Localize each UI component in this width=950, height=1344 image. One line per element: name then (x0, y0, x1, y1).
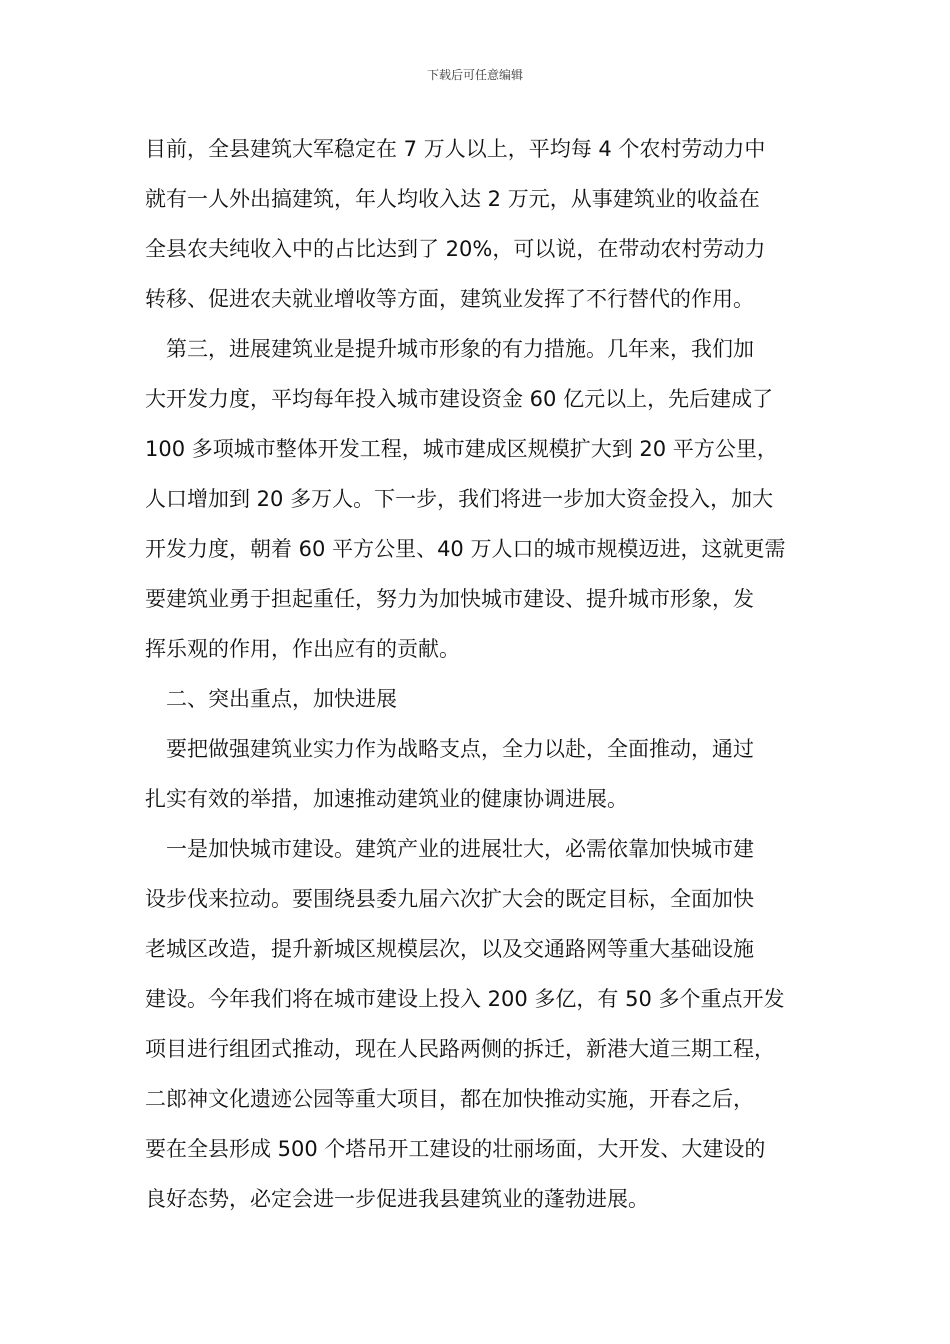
text-line: 大开发力度，平均每年投入城市建设资金 60 亿元以上，先后建成了 (145, 387, 774, 411)
text-line: 建设。今年我们将在城市建设上投入 200 多亿，有 50 多个重点开发 (145, 987, 785, 1011)
text-line: 第三，进展建筑业是提升城市形象的有力措施。几年来，我们加 (145, 337, 754, 361)
text-line: 要建筑业勇于担起重任，努力为加快城市建设、提升城市形象，发 (145, 587, 754, 611)
section-heading: 二、突出重点，加快进展 (145, 687, 397, 711)
text-line: 目前，全县建筑大军稳定在 7 万人以上，平均每 4 个农村劳动力中 (145, 137, 766, 161)
text-line: 二郎神文化遗迹公园等重大项目，都在加快推动实施，开春之后， (145, 1087, 754, 1111)
text-line: 人口增加到 20 多万人。下一步，我们将进一步加大资金投入，加大 (145, 487, 774, 511)
text-line: 100 多项城市整体开发工程，城市建成区规模扩大到 20 平方公里， (145, 437, 778, 461)
text-line: 挥乐观的作用，作出应有的贡献。 (145, 637, 460, 661)
text-line: 就有一人外出搞建筑，年人均收入达 2 万元，从事建筑业的收益在 (145, 187, 760, 211)
text-line: 转移、促进农夫就业增收等方面，建筑业发挥了不行替代的作用。 (145, 287, 754, 311)
text-line: 老城区改造，提升新城区规模层次，以及交通路网等重大基础设施 (145, 937, 754, 961)
text-line: 一是加快城市建设。建筑产业的进展壮大，必需依靠加快城市建 (145, 837, 754, 861)
text-line: 要把做强建筑业实力作为战略支点，全力以赴，全面推动，通过 (145, 737, 754, 761)
text-line: 设步伐来拉动。要围绕县委九届六次扩大会的既定目标，全面加快 (145, 887, 754, 911)
text-line: 全县农夫纯收入中的占比达到了 20%，可以说，在带动农村劳动力 (145, 237, 766, 261)
page-header: 下载后可任意编辑 (426, 68, 523, 82)
text-line: 开发力度，朝着 60 平方公里、40 万人口的城市规模迈进，这就更需 (145, 537, 786, 561)
text-line: 扎实有效的举措，加速推动建筑业的健康协调进展。 (145, 787, 628, 811)
text-line: 要在全县形成 500 个塔吊开工建设的壮丽场面，大开发、大建设的 (145, 1137, 766, 1161)
text-line: 良好态势，必定会进一步促进我县建筑业的蓬勃进展。 (145, 1187, 649, 1211)
text-line: 项目进行组团式推动，现在人民路两侧的拆迁，新港大道三期工程， (145, 1037, 775, 1061)
